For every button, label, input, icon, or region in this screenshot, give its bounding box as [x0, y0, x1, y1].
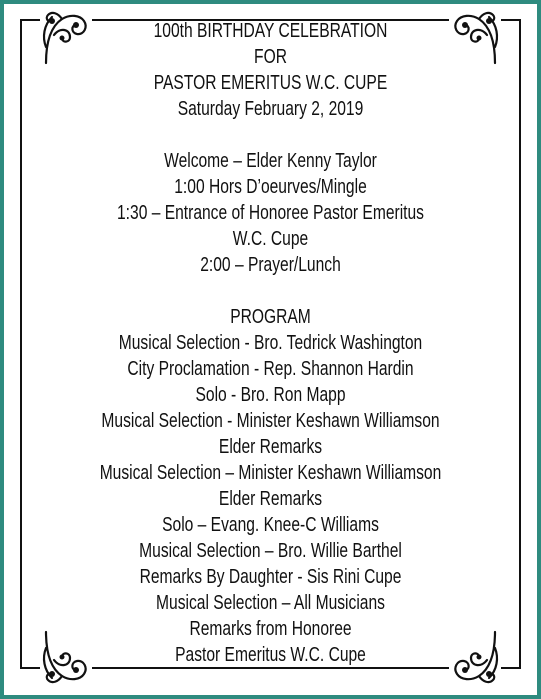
flourish-scroll-icon — [449, 630, 501, 688]
program-item: City Proclamation - Rep. Shannon Hardin — [127, 358, 414, 380]
flourish-scroll-icon — [449, 7, 501, 65]
program-item: Solo - Bro. Ron Mapp — [195, 384, 346, 406]
schedule-item: W.C. Cupe — [232, 228, 309, 250]
event-title: 100th BIRTHDAY CELEBRATION — [153, 20, 388, 42]
spacer — [91, 122, 451, 148]
honoree-name: PASTOR EMERITUS W.C. CUPE — [153, 72, 388, 94]
invitation-text — [91, 18, 451, 668]
flourish-scroll-icon — [40, 7, 92, 65]
schedule-item: 1:00 Hors D’oeurves/Mingle — [174, 176, 367, 198]
program-item: Elder Remarks — [218, 488, 323, 510]
schedule-item: Welcome – Elder Kenny Taylor — [164, 150, 377, 172]
program-item: Musical Selection – All Musicians — [156, 592, 385, 614]
program-item: Elder Remarks — [218, 436, 323, 458]
program-item: Pastor Emeritus W.C. Cupe — [175, 644, 366, 666]
program-item: Remarks By Daughter - Sis Rini Cupe — [139, 566, 402, 588]
flourish-scroll-icon — [40, 630, 92, 688]
program-item: Musical Selection – Minister Keshawn Williamson — [99, 462, 442, 484]
program-item: Musical Selection - Bro. Tedrick Washington — [118, 332, 423, 354]
schedule-item: 1:30 – Entrance of Honoree Pastor Emeritus — [117, 202, 424, 224]
schedule-item: 2:00 – Prayer/Lunch — [200, 254, 341, 276]
event-date: Saturday February 2, 2019 — [177, 98, 364, 120]
program-item: Musical Selection - Minister Keshawn Williamson — [101, 410, 440, 432]
program-item: Musical Selection – Bro. Willie Barthel — [139, 540, 402, 562]
program-item: Solo – Evang. Knee-C Williams — [162, 514, 379, 536]
spacer — [91, 278, 451, 304]
program-item: Remarks from Honoree — [189, 618, 352, 640]
event-title-for: FOR — [254, 46, 287, 68]
program-heading: PROGRAM — [230, 306, 311, 328]
